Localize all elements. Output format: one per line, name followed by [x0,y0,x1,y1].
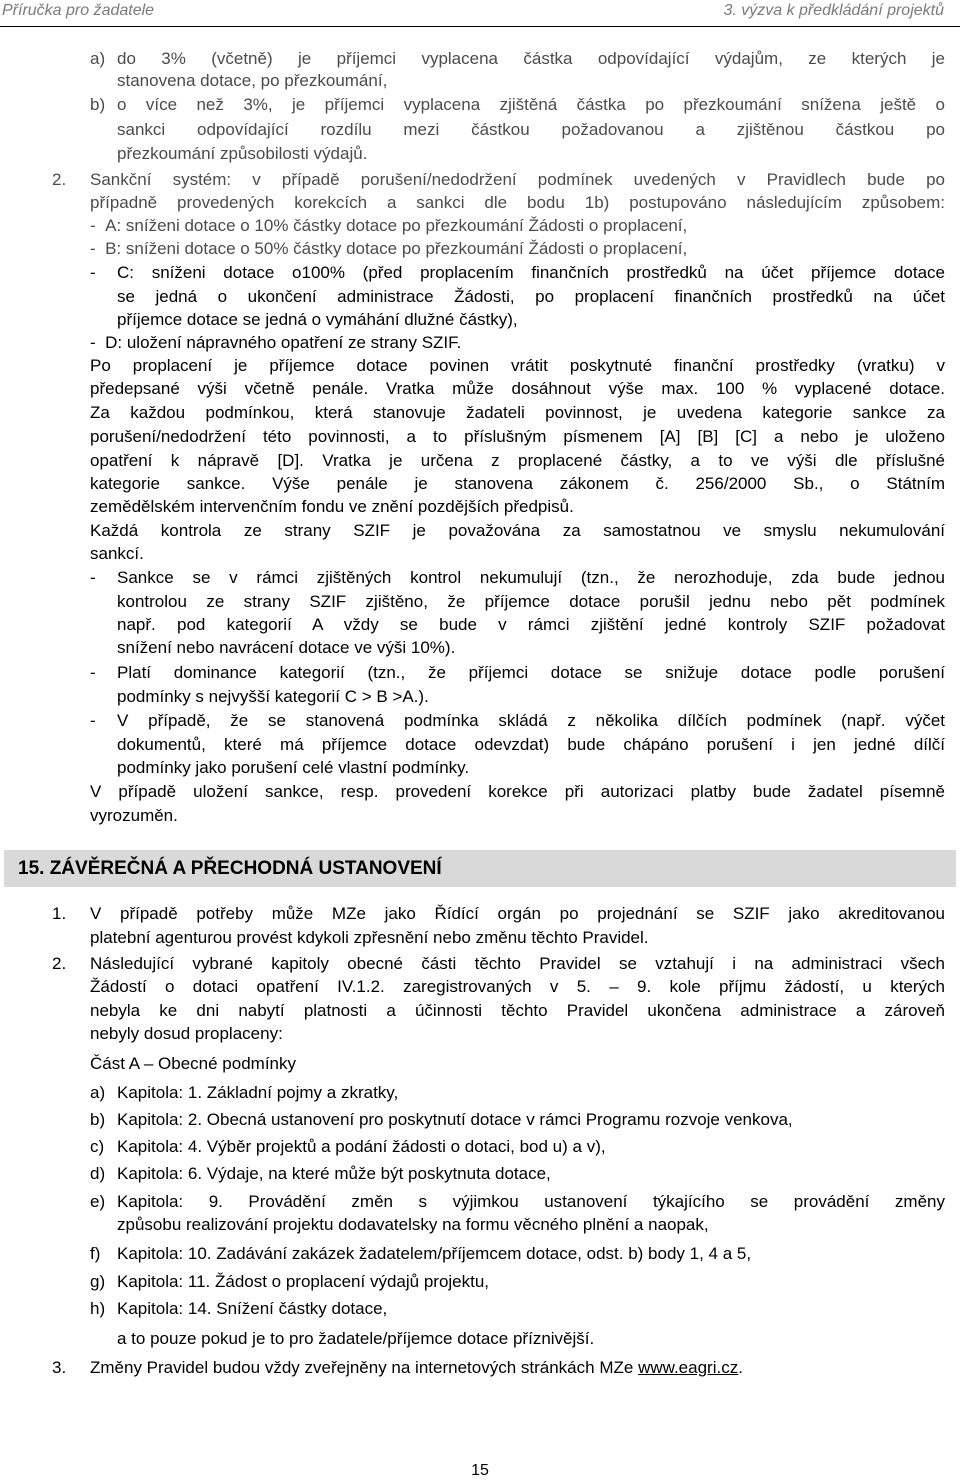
dash-a: - A: sníženi dotace o 10% částky dotace po přezkoumání Žádosti o proplacení, [90,216,688,235]
list-e-label: e) [90,1192,106,1211]
para2-line-1: Za každou podmínkou, která stanovuje žadateli povinnost, je uvedena kategorie sankce za [90,403,945,422]
dash3-line-3: podmínky jako porušení celé vlastní podmínky. [117,758,470,777]
list-e-line-2: způsobu realizování projektu dodavatelsky na formu věcného plnění a naopak, [117,1215,709,1234]
item-2-line-2: případně provedených korekcích a sankci dle bodu 1b) postupováno následujícím způsobem: [90,193,945,212]
list-b-label: b) [90,1110,106,1129]
s2-line-3: nebyla ke dni nabytí platnosti a účinnosti těchto Pravidel ukončena administrace a zároveň [90,1001,945,1020]
dash-b: - B: sníženi dotace o 50% částky dotace po přezkoumání Žádosti o proplacení, [90,239,688,258]
dash1-line-4: snížení nebo navrácení dotace ve výši 10%). [117,638,456,657]
s3-line [90,1357,743,1379]
para2-line-5: zemědělském intervenčním fondu ve znění pozdějších předpisů. [90,497,574,516]
list-f-text: Kapitola: 10. Zadávání zakázek žadatelem/příjemcem dotace, odst. b) body 1, 4 a 5, [117,1244,752,1263]
para2-line-2: porušení/nedodržení této povinnosti, a to příslušným písmenem [A] [B] [C] a nebo je uloženo [90,427,945,446]
item-a-line-1: do 3% (včetně) je příjemci vyplacena částka odpovídající výdajům, ze kterých je [117,49,945,68]
para1-line-1: Po proplacení je příjemce dotace povinen vrátit poskytnuté finanční prostředky (vratku) v [90,356,945,375]
page-header [0,0,944,26]
dash1-line-1: Sankce se v rámci zjištěných kontrol nekumulují (tzn., že nerozhoduje, zda bude jednou [117,568,945,587]
dash2-bullet: - [90,663,96,682]
dash3-line-1: V případě, že se stanovená podmínka skládá z několika dílčích podmínek (např. výčet [117,711,945,730]
item-b-label: b) [90,95,106,114]
section-title: 15. ZÁVĚREČNÁ A PŘECHODNÁ USTANOVENÍ [18,858,442,879]
section-heading-bar [4,850,956,887]
s1-line-1: V případě potřeby může MZe jako Řídící orgán po projednání se SZIF jako akreditovanou [90,904,945,923]
s1-number: 1. [52,904,67,923]
header-divider [0,26,960,27]
dash3-line-2: dokumentů, které má příjemce dotace odevzdat) bude chápáno porušení i jen jedné dílčí [117,735,945,754]
dash-c-line-1: C: sníženi dotace o100% (před proplacením finančních prostředků na účet příjemce dotace [117,263,945,282]
list-a-text: Kapitola: 1. Základní pojmy a zkratky, [117,1083,399,1102]
page-number: 15 [471,1462,489,1479]
list-c-text: Kapitola: 4. Výběr projektů a podání žádosti o dotaci, bod u) a v), [117,1137,606,1156]
dash-c-bullet: - [90,263,96,282]
part-a-heading: Část A – Obecné podmínky [90,1054,297,1073]
para1-line-2: předepsané výši včetně penále. Vratka může dosáhnout výše max. 100 % vyplacené dotace. [90,379,945,398]
dash-c-line-3: příjemce dotace se jedná o vymáhání dlužné částky), [117,310,518,329]
list-d-label: d) [90,1164,106,1183]
dash-c-line-2: se jedná o ukončení administrace Žádosti, po proplacení finančních prostředků na účet [117,287,945,306]
list-b-text: Kapitola: 2. Obecná ustanovení pro poskytnutí dotace v rámci Programu rozvoje venkova, [117,1110,793,1129]
dash2-line-1: Platí dominance kategorií (tzn., že příjemci dotace se snižuje dotace podle porušení [117,663,945,682]
s2-closing: a to pouze pokud je to pro žadatele/příjemce dotace příznivější. [117,1329,595,1348]
para2-line-3: opatření k nápravě [D]. Vratka je určena z proplacené částky, a to ve výši dle příslušné [90,451,945,470]
list-a-label: a) [90,1083,106,1102]
s3-number: 3. [52,1358,67,1377]
list-f-label: f) [90,1244,101,1263]
s1-line-2: platební agenturou provést kdykoli zpřesnění nebo změnu těchto Pravidel. [90,928,649,947]
para3-line-2: sankcí. [90,544,144,563]
item-b-line-2: sankci odpovídající rozdílu mezi částkou požadovanou a zjištěnou částkou po [117,120,945,139]
header-left: Příručka pro žadatele [2,2,155,19]
s2-line-2: Žádostí o dotaci opatření IV.1.2. zaregistrovaných v 5. – 9. kole příjmu žádostí, u kterých [90,977,945,996]
item-2-line-1: Sankční systém: v případě porušení/nedodržení podmínek uvedených v Pravidlech bude po [90,170,945,189]
para4-line-1: V případě uložení sankce, resp. provedení korekce při autorizaci platby bude žadatel písemně [90,782,945,801]
list-h-text: Kapitola: 14. Snížení částky dotace, [117,1299,388,1318]
dash1-line-3: např. pod kategorií A vždy se bude v rámci zjištění jedné kontroly SZIF požadovat [117,615,945,634]
s2-line-4: nebyly dosud proplaceny: [90,1024,283,1043]
para3-line-1: Každá kontrola ze strany SZIF je považována za samostatnou ve smyslu nekumulování [90,521,945,540]
list-g-label: g) [90,1272,106,1291]
dash1-bullet: - [90,568,96,587]
dash1-line-2: kontrolou ze strany SZIF zjištěno, že příjemce dotace porušil jednu nebo pět podmínek [117,592,945,611]
list-g-text: Kapitola: 11. Žádost o proplacení výdajů projektu, [117,1272,490,1291]
para4-line-2: vyrozuměn. [90,806,178,825]
s3-text: Změny Pravidel budou vždy zveřejněny na internetových stránkách MZe [90,1358,634,1377]
item-2-number: 2. [52,170,67,189]
list-c-label: c) [90,1137,105,1156]
list-h-label: h) [90,1299,106,1318]
eagri-link[interactable]: www.eagri.cz [638,1358,739,1377]
list-e-line-1: Kapitola: 9. Provádění změn s výjimkou ustanovení týkajícího se provádění změny [117,1192,945,1211]
item-b-line-1: o více než 3%, je příjemci vyplacena zjištěná částka po přezkoumání snížena ještě o [117,95,945,114]
dash-d: - D: uložení nápravného opatření ze strany SZIF. [90,333,462,352]
s2-number: 2. [52,954,67,973]
s2-line-1: Následující vybrané kapitoly obecné části těchto Pravidel se vztahují i na administraci všech [90,954,945,973]
para2-line-4: kategorie sankce. Výše penále je stanovena zákonem č. 256/2000 Sb., o Státním [90,474,945,493]
item-a-label: a) [90,49,106,68]
item-a-line-2: stanovena dotace, po přezkoumání, [117,71,388,90]
header-right: 3. výzva k předkládání projektů [723,2,944,19]
dash2-line-2: podmínky s nejvyšší kategorií C > B >A.). [117,687,429,706]
dash3-bullet: - [90,711,96,730]
s3-end: . [738,1358,743,1377]
list-d-text: Kapitola: 6. Výdaje, na které může být poskytnuta dotace, [117,1164,551,1183]
item-b-line-3: přezkoumání způsobilosti výdajů. [117,144,368,163]
